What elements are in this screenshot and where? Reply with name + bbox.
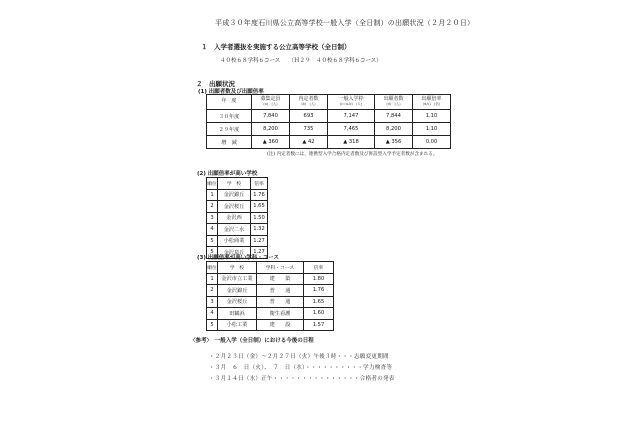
col-header: 募集定員 (a) (人) [252,95,290,110]
cell: 1.10 [412,110,450,123]
cell: 7,844 [374,110,412,123]
table-row [207,136,451,149]
cell: 1 [207,273,218,285]
cell: 4 [207,308,218,320]
cell: 1.60 [304,308,334,320]
cell: 3 [207,296,218,308]
col-header: 順位 [207,262,218,274]
col-header: 年 度 [207,95,252,110]
cell: 金沢桜丘 [218,296,257,308]
cell: 1.65 [304,296,334,308]
cell: 5 [207,319,218,331]
cell: 小松商業 [218,235,251,247]
cell: ３０年度 [207,110,252,123]
table-row [207,212,268,224]
cell: 普 通 [257,296,304,308]
col-header: 一般入学枠 (c=a-b) (人) [327,95,374,110]
table-row [207,285,334,297]
cell: 金沢錦丘 [218,189,251,201]
cell: 1.10 [412,123,450,136]
cell: 1.76 [251,189,268,201]
schedule-item: ・３月１４日（水）正午・・・・・・・・・・・・・・・合格者の発表 [209,376,395,382]
col-header: 倍率 [251,178,268,190]
col-header: 学 校 [218,178,251,190]
col-header: 出願者数 (d) (人) [374,95,412,110]
cell: 金沢桜丘 [218,201,251,213]
cell: 8,200 [252,123,290,136]
cell: 1.65 [251,201,268,213]
table-row [207,319,334,331]
cell: 衛生看護 [257,308,304,320]
section2-heading: ２ 出願状況 [196,80,235,88]
cell: 増 減 [207,136,252,149]
cell: 金沢二水 [218,224,251,236]
cell: ▲ 360 [252,136,290,149]
cell: 8,200 [374,123,412,136]
reference-heading: 〈参考〉 一般入学（全日制）における今後の日程 [190,338,314,344]
section1-heading: １ 入学者選抜を実施する公立高等学校（全日制） [201,43,351,51]
cell: ▲ 42 [289,136,327,149]
sub1-heading: (1) 出願者数及び出願倍率 [198,89,264,95]
cell: 金沢市立工業 [218,273,257,285]
cell: 2 [207,201,218,213]
table-row [207,296,334,308]
cell: 3 [207,212,218,224]
cell: 5 [207,247,218,259]
cell: 1.27 [251,247,268,259]
col-header: 順位 [207,178,218,190]
table-note: (注) 内定者数には、連携型入学合格内定者数及び併設型入学予定者数が含まれる。 [267,152,438,157]
col-header: 学科・コース [257,262,304,274]
section1-detail: ４０校６８学科６コース （Ｈ２９ ４０校６８学科６コース） [220,58,382,64]
cell: 7,465 [327,123,374,136]
table-header-row [207,262,334,274]
table-row [207,189,268,201]
top-schools-table [206,177,268,259]
table-row [207,201,268,213]
applications-table [206,94,451,149]
top-courses-table [206,261,334,331]
cell: 金沢西 [218,212,251,224]
cell: 1.57 [304,319,334,331]
cell: 建 築 [257,273,304,285]
cell: ▲ 356 [374,136,412,149]
schedule-item: ・２月２３日（金）～２月２７日（火）午後３時・・・志願変更期間 [209,354,389,360]
table-row [207,308,334,320]
cell: 7,840 [252,110,290,123]
table-row [207,273,334,285]
cell: 5 [207,235,218,247]
cell: 1.50 [251,212,268,224]
cell: 7,147 [327,110,374,123]
sub2-heading: (2) 出願倍率が高い学校 [197,171,258,177]
cell: ２９年度 [207,123,252,136]
cell: 1.80 [304,273,334,285]
col-header: 内定者数 (b) (人) [289,95,327,110]
schedule-item: ・３月 ６ 日（火）、 ７ 日（水）・・・・・・・・・・学力検査等 [209,365,393,371]
cell: 4 [207,224,218,236]
col-header: 出願倍率 (d/c) (倍) [412,95,450,110]
cell: 建 設 [257,319,304,331]
cell: ▲ 318 [327,136,374,149]
col-header: 学 校 [218,262,257,274]
cell: 金沢泉丘 [218,247,251,259]
document-title: 平成３０年度石川県公立高等学校一般入学（全日制）の出願状況（２月２０日） [215,19,475,27]
table-row [207,224,268,236]
cell: 田鶴浜 [218,308,257,320]
table-header-row [207,95,451,110]
cell: 2 [207,285,218,297]
table-header-row [207,178,268,190]
cell: 1 [207,189,218,201]
table-row [207,235,268,247]
table-row [207,123,451,136]
col-header: 倍率 [304,262,334,274]
cell: 1.27 [251,235,268,247]
cell: 1.76 [304,285,334,297]
cell: 0.00 [412,136,450,149]
cell: 普 通 [257,285,304,297]
table-row [207,110,451,123]
cell: 金沢錦丘 [218,285,257,297]
cell: 735 [289,123,327,136]
cell: 1.32 [251,224,268,236]
sub3-heading: (3) 出願倍率が高い学科・コース [197,255,279,261]
cell: 693 [289,110,327,123]
cell: 小松工業 [218,319,257,331]
